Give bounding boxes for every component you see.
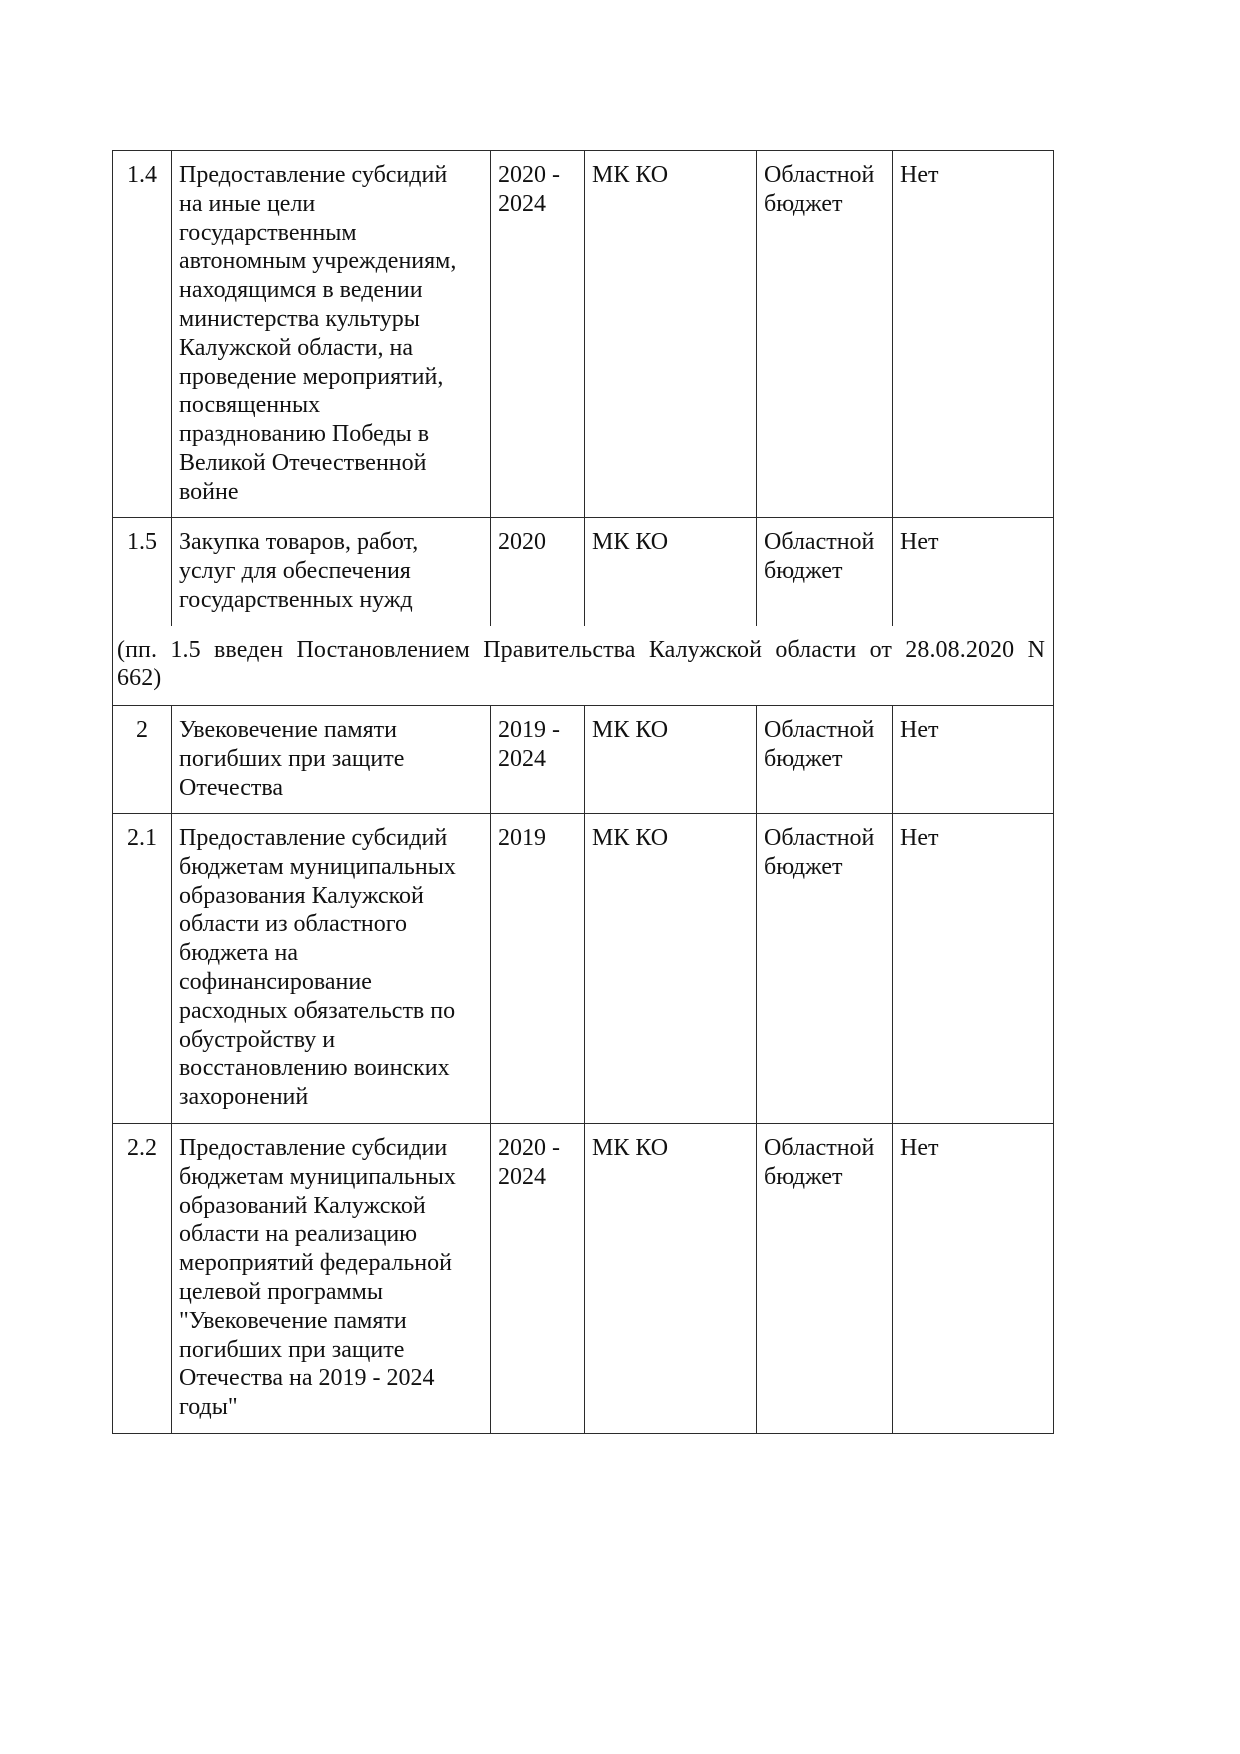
table-row (113, 706, 1054, 814)
measure-name: Закупка товаров, работ, услуг для обеспечения государственных нужд (172, 518, 491, 626)
executor: МК КО (585, 518, 757, 626)
executor: МК КО (585, 706, 757, 814)
table-row (113, 518, 1054, 626)
term: 2020 (491, 518, 585, 626)
measures-table (112, 150, 1054, 1434)
term: 2019 (491, 814, 585, 1124)
funding-flag: Нет (893, 706, 1054, 814)
term: 2020 - 2024 (491, 151, 585, 518)
amendment-note-row (113, 626, 1054, 706)
measure-name: Увековечение памяти погибших при защите Отечества (172, 706, 491, 814)
measure-name: Предоставление субсидий на иные цели государственным автономным учреждениям, находящимся в ведении министерства культуры Калужской области, на проведение мероприятий, посвященных празднованию Победы в Великой Отечественной войне (172, 151, 491, 518)
executor: МК КО (585, 1124, 757, 1434)
funding-source: Областной бюджет (757, 518, 893, 626)
measure-name: Предоставление субсидии бюджетам муниципальных образований Калужской области на реализацию мероприятий федеральной целевой программы "Увековечение памяти погибших при защите Отечества на 2019 - 2024 годы" (172, 1124, 491, 1434)
funding-flag: Нет (893, 518, 1054, 626)
amendment-note: (пп. 1.5 введен Постановлением Правительства Калужской области от 28.08.2020 N 662) (113, 626, 1054, 706)
funding-source: Областной бюджет (757, 706, 893, 814)
executor: МК КО (585, 814, 757, 1124)
term: 2020 - 2024 (491, 1124, 585, 1434)
measure-name: Предоставление субсидий бюджетам муниципальных образования Калужской области из областного бюджета на софинансирование расходных обязательств по обустройству и восстановлению воинских захоронений (172, 814, 491, 1124)
funding-source: Областной бюджет (757, 151, 893, 518)
table-row (113, 1124, 1054, 1434)
table-row (113, 151, 1054, 518)
funding-flag: Нет (893, 151, 1054, 518)
funding-flag: Нет (893, 1124, 1054, 1434)
executor: МК КО (585, 151, 757, 518)
row-number: 2.2 (113, 1124, 172, 1434)
row-number: 2.1 (113, 814, 172, 1124)
funding-source: Областной бюджет (757, 1124, 893, 1434)
funding-source: Областной бюджет (757, 814, 893, 1124)
term: 2019 - 2024 (491, 706, 585, 814)
row-number: 1.5 (113, 518, 172, 626)
row-number: 1.4 (113, 151, 172, 518)
row-number: 2 (113, 706, 172, 814)
funding-flag: Нет (893, 814, 1054, 1124)
table-row (113, 814, 1054, 1124)
